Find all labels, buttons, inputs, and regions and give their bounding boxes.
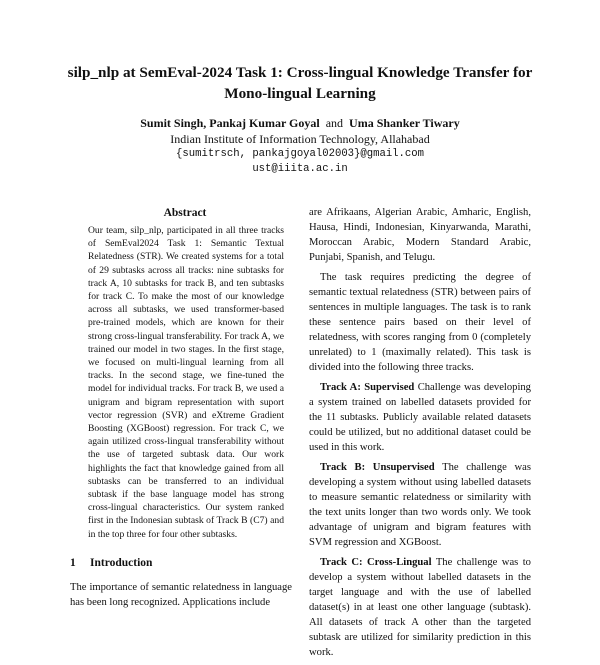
paper-title	[40, 62, 560, 104]
abstract-text: Our team, silp_nlp, participated in all three tracks of SemEval2024 Task 1: Semantic Textual Relatedness (STR). We created systems for a total of 29 subtasks across all tracks: nine subtasks for track A, 10 subtasks for track B, and ten subtasks for track C. To make the most of our knowledge across all subtasks, we used transformer-based pre-trained models, which are known for their strong cross-lingual transferability. For track A, we trained our model in two stages. In the first stage, we focused on multi-lingual learning from all tracks. In the second stage, we fine-tuned the model for individual tracks. For track B, we used a unigram and bigram representation with suport vector regression (SVR) and eXtreme Gradient Boosting (XGBoost) regression. For track C, we again utilized cross-lingual transferability without the use of targeted subtask data. Our work highlights the fact that knowledge gained from all subtasks can be transferred to an individual subtask if the base language model has strong cross-lingual characteristics. Our system ranked first in the Indonesian subtask of Track B (C7) and in the top three for four other subtasks.	[88, 225, 285, 540]
language-list-paragraph: are Afrikaans, Algerian Arabic, Amharic, English, Hausa, Hindi, Indonesian, Kinyarwanda, Marathi, Moroccan Arabic, Modern Standard Arabic, Punjabi, Spanish, and Telugu.	[309, 207, 531, 263]
introduction-paragraph: The importance of semantic relatedness in language has been long recognized. Applications include	[70, 582, 292, 608]
section-title: Introduction	[90, 557, 153, 569]
task-description-paragraph: The task requires predicting the degree of semantic textual relatedness (STR) between pairs of sentences in multiple languages. The task is to rank these sentence pairs based on their level of relatedness, with scores ranging from 0 (completely unrelated) to 1 (maximally related). This task is divided into the following three tracks.	[309, 272, 531, 373]
track-b-text: The challenge was developing a system without using labelled datasets to measure semantic relatedness or similarity with the text units longer than two words only. We took advantage of unigram and bigram features with SVM regression and XGBoost.	[309, 462, 531, 548]
affiliation: Indian Institute of Information Technology, Allahabad	[170, 132, 430, 146]
paper-title-line-2: Mono-lingual Learning	[224, 85, 376, 102]
track-b-paragraph	[309, 460, 531, 550]
track-a-paragraph	[309, 380, 531, 455]
track-c-paragraph	[309, 555, 531, 660]
abstract-heading: Abstract	[163, 207, 207, 219]
section-number: 1	[70, 557, 76, 569]
email-line-2: ust@iiita.ac.in	[252, 163, 348, 175]
paper-title-line-1: silp_nlp at SemEval-2024 Task 1: Cross-lingual Knowledge Transfer for	[67, 64, 533, 81]
email-line-1: {sumitrsch, pankajgoyal02003}@gmail.com	[176, 148, 424, 160]
authors-group-2: Uma Shanker Tiwary	[349, 116, 460, 130]
track-b-label: Track B: Unsupervised	[320, 462, 435, 473]
author-list	[40, 116, 560, 131]
right-column	[309, 205, 531, 665]
authors-group-1: Sumit Singh, Pankaj Kumar Goyal	[140, 116, 320, 130]
authors-and: and	[325, 116, 344, 130]
track-c-label: Track C: Cross-Lingual	[320, 557, 432, 568]
track-a-label: Track A: Supervised	[320, 382, 415, 393]
track-c-text: The challenge was to develop a system without labelled datasets in the target language and with the use of labelled dataset(s) in at least one other language (subtask). All datasets of track A other than the targeted subtask are utilized for similarity prediction in this work.	[309, 557, 531, 658]
section-heading-introduction	[70, 557, 152, 569]
track-a-text: Challenge was developing a system trained on labelled datasets provided for the 11 subtasks. Publicly available related datasets could be utilized, but no additional dataset could be used in this work.	[309, 382, 531, 453]
